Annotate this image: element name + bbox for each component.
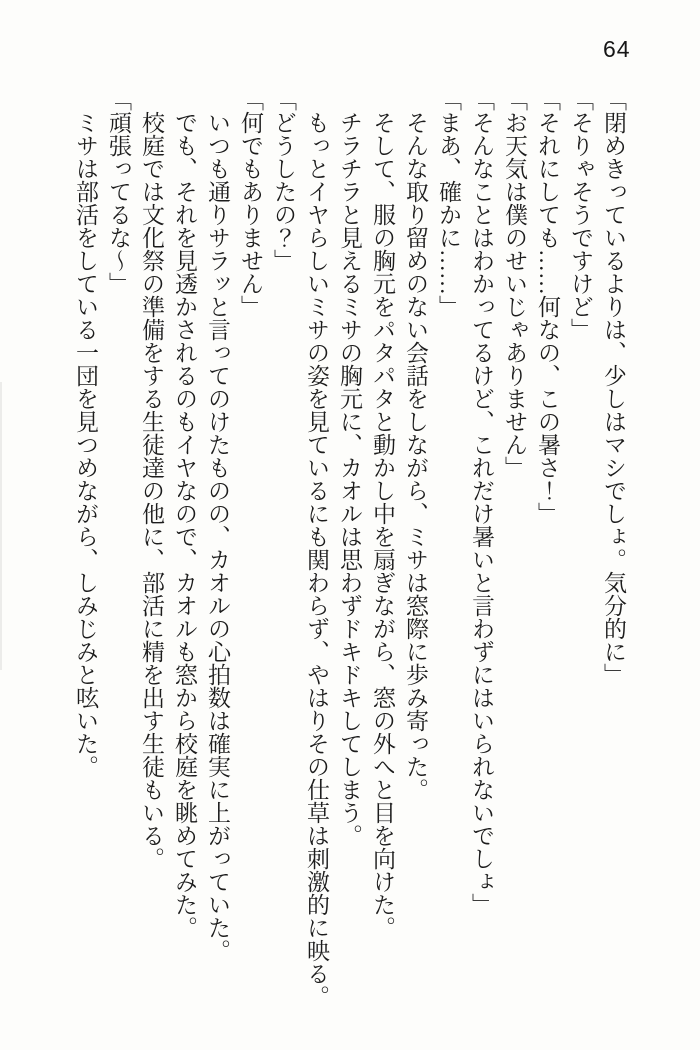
text-line: いつも通りサラッと言ってのけたものの、カオルの心拍数は確実に上がっていた。 — [205, 111, 230, 962]
text-line: 「そりゃそうですけど」 — [568, 88, 593, 341]
vertical-text-block — [68, 88, 630, 1022]
text-line: もっとイヤらしいミサの姿を見ているにも関わらず、やはりその仕草は刺激的に映る。 — [304, 111, 329, 1008]
text-line: 「閉めきっているよりは、少しはマシでしょ。気分的に」 — [601, 88, 626, 686]
text-line: 校庭では文化祭の準備をする生徒達の他に、部活に精を出す生徒もいる。 — [139, 111, 164, 870]
text-line: 「何でもありません」 — [238, 88, 263, 318]
text-line: 「まあ、確かに……」 — [436, 88, 461, 318]
text-line: 「頑張ってるな〜」 — [106, 88, 131, 295]
text-line: そして、服の胸元をパタパタと動かし中を扇ぎながら、窓の外へと目を向けた。 — [370, 111, 395, 939]
text-line: でも、それを見透かされるのもイヤなので、カオルも窓から校庭を眺めてみた。 — [172, 111, 197, 939]
page-edge-shadow — [0, 382, 2, 670]
text-line: チラチラと見えるミサの胸元に、カオルは思わずドキドキしてしまう。 — [337, 111, 362, 847]
text-line: ミサは部活をしている一団を見つめながら、しみじみと呟いた。 — [73, 111, 98, 778]
text-line: そんな取り留めのない会話をしながら、ミサは窓際に歩み寄った。 — [403, 111, 428, 801]
page-number: 64 — [603, 36, 631, 62]
text-line: 「そんなことはわかってるけど、これだけ暑いと言わずにはいられないでしょ」 — [469, 88, 494, 916]
text-line: 「お天気は僕のせいじゃありません」 — [502, 88, 527, 479]
text-line: 「それにしても……何なの、この暑さ！」 — [535, 88, 560, 525]
text-line: 「どうしたの？」 — [271, 88, 296, 272]
